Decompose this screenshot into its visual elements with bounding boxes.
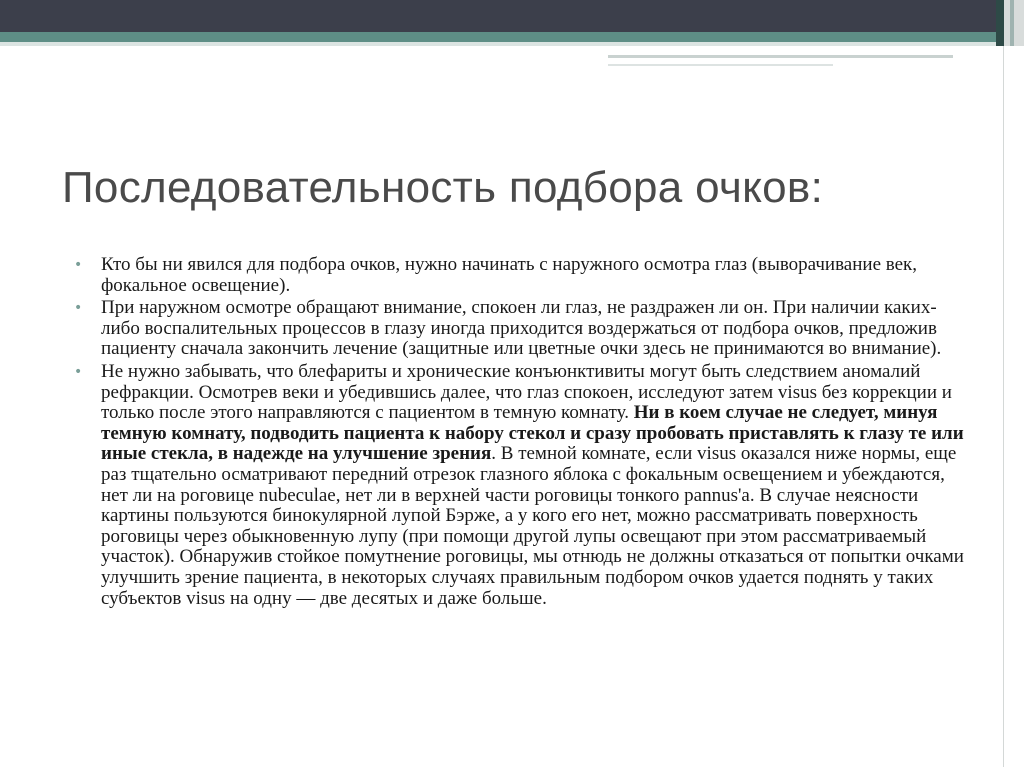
header-corner-decoration [996,0,1024,46]
decorative-line [608,64,833,66]
bullet-icon: • [74,257,83,273]
header-band-dark [0,0,1024,32]
bullet-text: При наружном осмотре обращают внимание, спокоен ли глаз, не раздражен ли он. При наличии каких-либо воспалительных процессов в глазу иногда приходится воздержаться от подбора очков, предложив пациенту сначала закончить лечение (защитные или цветные очки здесь не принимаются во внимание). [101,297,942,360]
decorative-line [608,55,953,58]
bullet-text: Не нужно забывать, что блефариты и хронические конъюнктивиты могут быть следствием аномалий рефракции. Осмотрев веки и убедившись далее, что глаз спокоен, исследуют затем visus без коррекции и только после этого направляются с пациентом в темную комнату. [101,360,952,424]
bullet-list [74,255,974,611]
bullet-item [74,298,974,360]
header-band-light [0,42,1000,46]
bullet-item [74,362,974,609]
bullet-text-emphasis: Ни в коем случае не следует, минуя темную комнату, подводить пациента к набору стекол и сразу пробовать приставлять к глазу те или иные стекла, в надежде на улучшение зрения [101,402,964,465]
header-band-teal [0,32,1000,42]
bullet-text: . В темной комнате, если visus оказался ниже нормы, еще раз тщательно осматривают передний отрезок глазного яблока с фокальным освещением и убеждаются, нет ли на роговице nubeculae, нет ли в верхней части роговицы тонкого pannus'a. В случае неясности картины пользуются бинокулярной лупой Бэрже, а у кого его нет, можно рассматривать поверхность роговицы через обыкновенную лупу (при помощи другой лупы освещают при этом рассматриваемый участок). Обнаружив стойкое помутнение роговицы, мы отнюдь не должны отказаться от попытки очками улучшить зрение пациента, в некоторых случаях правильным подбором очков удается поднять у таких субъектов visus на одну — две десятых и даже больше. [101,443,964,609]
bullet-text: Кто бы ни явился для подбора очков, нужно начинать с наружного осмотра глаз (выворачивание век, фокальное освещение). [101,254,918,296]
bullet-item [74,255,974,296]
slide-title: Последовательность подбора очков: [62,163,824,212]
bullet-icon: • [74,363,83,380]
bullet-icon: • [74,300,83,317]
slide-right-border [1003,46,1004,767]
